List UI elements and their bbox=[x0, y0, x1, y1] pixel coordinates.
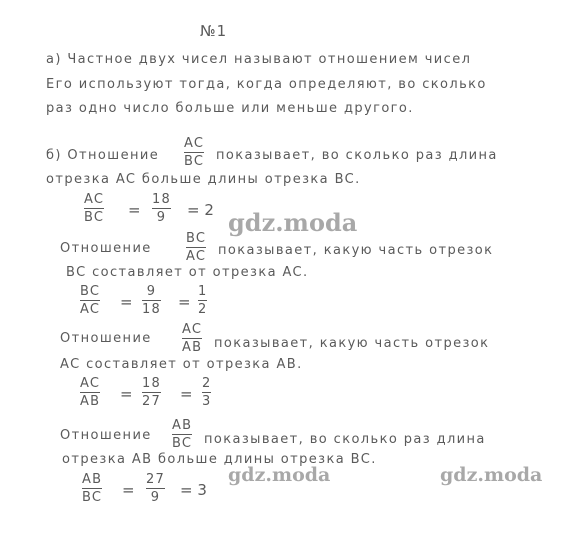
e3-denominator-3: 3 bbox=[202, 394, 212, 409]
e2-numerator-3: 1 bbox=[198, 284, 208, 299]
b4-prefix: Отношение bbox=[60, 428, 152, 443]
e2-fraction-3 bbox=[198, 284, 207, 317]
b2-frac-denominator: AC bbox=[186, 249, 207, 264]
b1-frac-numerator: AC bbox=[184, 136, 205, 151]
e1-result: = 2 bbox=[187, 201, 214, 219]
e4-numerator-1: AB bbox=[82, 472, 103, 487]
fraction-bar bbox=[172, 434, 192, 435]
fraction-bar bbox=[142, 392, 161, 393]
e1-denominator-1: BC bbox=[84, 210, 105, 225]
e3-fraction-3 bbox=[202, 376, 211, 409]
fraction-bar bbox=[202, 392, 211, 393]
b4-suffix: показывает, во сколько раз длина bbox=[204, 432, 486, 447]
b3-frac-numerator: AC bbox=[182, 322, 203, 337]
b3-prefix: Отношение bbox=[60, 331, 152, 346]
b1-suffix: показывает, во сколько раз длина bbox=[216, 148, 498, 163]
e4-fraction-2 bbox=[146, 472, 165, 505]
fraction-bar bbox=[80, 300, 100, 301]
b1-frac-denominator: BC bbox=[184, 154, 205, 169]
exercise-number: №1 bbox=[200, 22, 228, 40]
e3-numerator-2: 18 bbox=[142, 376, 161, 391]
e2-denominator-1: AC bbox=[80, 302, 101, 317]
watermark-bottom-right: gdz.moda bbox=[440, 464, 543, 486]
e4-numerator-2: 27 bbox=[146, 472, 165, 487]
fraction-bar bbox=[82, 488, 102, 489]
e1-numerator-2: 18 bbox=[152, 192, 171, 207]
b2-frac-numerator: BC bbox=[186, 231, 207, 246]
fraction-bar bbox=[84, 208, 104, 209]
e4-result: = 3 bbox=[180, 481, 207, 499]
e1-denominator-2: 9 bbox=[156, 210, 167, 225]
b4-fraction bbox=[172, 418, 192, 451]
b4-line-2: отрезка AB больше длины отрезка BC. bbox=[62, 452, 377, 467]
e2-equals-2: = bbox=[178, 293, 191, 311]
e4-equals-1: = bbox=[122, 481, 135, 499]
e3-equals-1: = bbox=[120, 385, 133, 403]
fraction-bar bbox=[80, 392, 100, 393]
fraction-bar bbox=[182, 338, 202, 339]
e4-denominator-1: BC bbox=[82, 490, 103, 505]
e3-numerator-1: AC bbox=[80, 376, 101, 391]
part-a-line-3: раз одно число больше или меньше другого. bbox=[46, 101, 414, 116]
e3-denominator-1: AB bbox=[80, 394, 101, 409]
b1-prefix: б) Отношение bbox=[46, 148, 160, 163]
e3-fraction-2 bbox=[142, 376, 161, 409]
fraction-bar bbox=[142, 300, 161, 301]
fraction-bar bbox=[146, 488, 165, 489]
b4-frac-numerator: AB bbox=[172, 418, 193, 433]
e1-fraction-2 bbox=[152, 192, 171, 225]
b1-line-2: отрезка AC больше длины отрезка BC. bbox=[46, 172, 361, 187]
e2-fraction-1 bbox=[80, 284, 100, 317]
watermark-bottom-left: gdz.moda bbox=[228, 464, 331, 486]
part-a-line-1: а) Частное двух чисел называют отношением чисел bbox=[46, 52, 472, 67]
b2-line-2: BC составляет от отрезка AC. bbox=[66, 265, 309, 280]
e1-numerator-1: AC bbox=[84, 192, 105, 207]
e3-numerator-3: 2 bbox=[202, 376, 212, 391]
b4-frac-denominator: BC bbox=[172, 436, 193, 451]
b1-fraction bbox=[184, 136, 204, 169]
e3-equals-2: = bbox=[180, 385, 193, 403]
e2-equals-1: = bbox=[120, 293, 133, 311]
e4-denominator-2: 9 bbox=[150, 490, 161, 505]
e2-numerator-1: BC bbox=[80, 284, 101, 299]
b2-fraction bbox=[186, 231, 206, 264]
b3-suffix: показывает, какую часть отрезок bbox=[214, 336, 490, 351]
b3-fraction bbox=[182, 322, 202, 355]
e1-equals-1: = bbox=[128, 201, 141, 219]
e4-fraction-1 bbox=[82, 472, 102, 505]
e1-fraction-1 bbox=[84, 192, 104, 225]
fraction-bar bbox=[152, 208, 171, 209]
e2-denominator-3: 2 bbox=[198, 302, 208, 317]
e2-denominator-2: 18 bbox=[142, 302, 161, 317]
e2-fraction-2 bbox=[142, 284, 161, 317]
fraction-bar bbox=[186, 247, 206, 248]
b3-line-2: AC составляет от отрезка AB. bbox=[60, 357, 303, 372]
watermark-center: gdz.moda bbox=[228, 208, 358, 237]
b2-prefix: Отношение bbox=[60, 241, 152, 256]
part-a-line-2: Его используют тогда, когда определяют, во сколько bbox=[46, 77, 487, 92]
fraction-bar bbox=[184, 152, 204, 153]
b2-suffix: показывает, какую часть отрезок bbox=[218, 243, 494, 258]
b3-frac-denominator: AB bbox=[182, 340, 203, 355]
fraction-bar bbox=[198, 300, 207, 301]
e3-denominator-2: 27 bbox=[142, 394, 161, 409]
e2-numerator-2: 9 bbox=[146, 284, 157, 299]
e3-fraction-1 bbox=[80, 376, 100, 409]
